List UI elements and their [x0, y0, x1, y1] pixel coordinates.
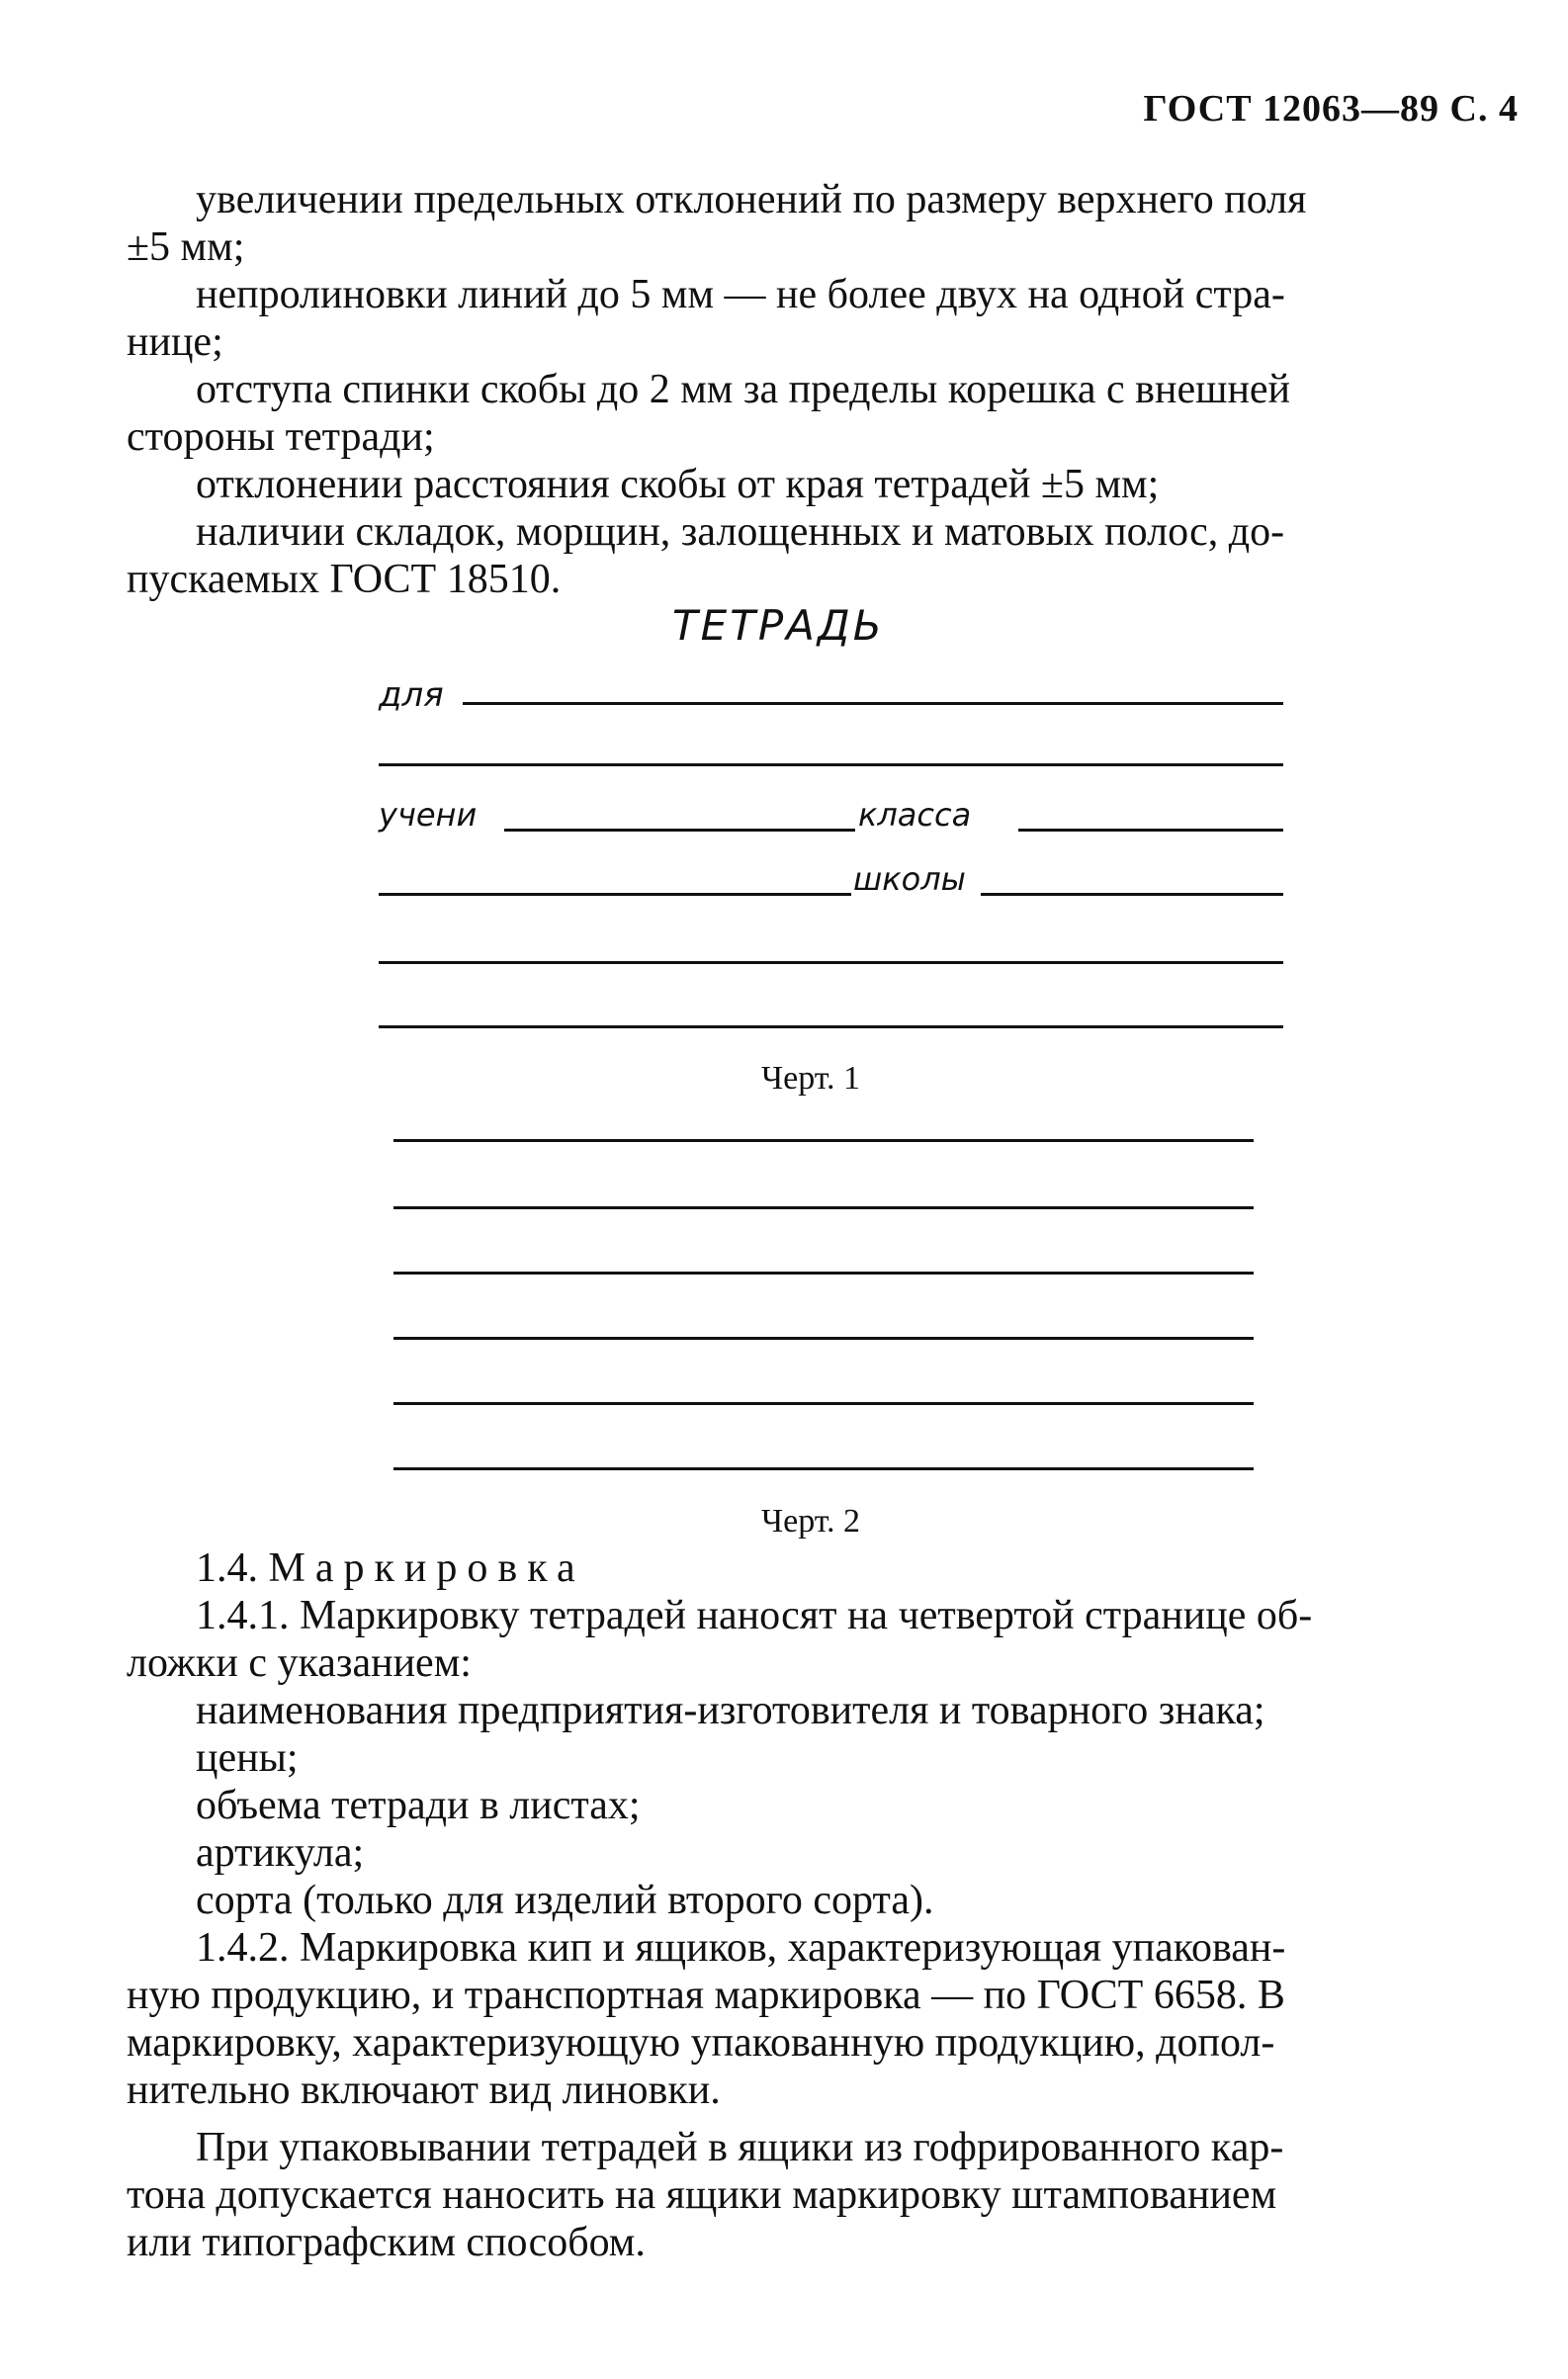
student-label: учени [379, 796, 478, 834]
section-marking [127, 1544, 1516, 2266]
text-line: цены; [196, 1735, 299, 1781]
ruling-line [393, 1467, 1254, 1470]
for-label: для [379, 675, 444, 715]
text-line: нительно включают вид линовки. [127, 2068, 721, 2113]
section-heading [127, 1544, 1516, 1592]
text-line: или типографским способом. [127, 2220, 646, 2265]
school-label: школы [853, 860, 966, 898]
text-line: стороны тетради; [127, 414, 435, 460]
text-line: непролиновки линий до 5 мм — не более двух на одной стра- [196, 272, 1285, 317]
student-line [504, 829, 855, 832]
top-text-block [127, 176, 1516, 603]
ruling-line [393, 1272, 1254, 1275]
ruling-line [393, 1206, 1254, 1209]
text-line: При упаковывании тетрадей в ящики из гофрированного кар- [196, 2125, 1284, 2170]
ruling-line [393, 1402, 1254, 1405]
blank-line [379, 961, 1283, 964]
text-line: артикула; [196, 1830, 365, 1876]
figure-caption: Черт. 2 [761, 1503, 861, 1540]
text-line: наименования предприятия-изготовителя и товарного знака; [196, 1688, 1265, 1733]
text-line: ложки с указанием: [127, 1640, 472, 1686]
for-line [463, 702, 1283, 705]
notebook-title: ТЕТРАДЬ [672, 601, 885, 650]
section-number: 1.4. [196, 1545, 258, 1591]
text-line: 1.4.2. Маркировка кип и ящиков, характеризующая упакован- [196, 1925, 1286, 1971]
text-line: сорта (только для изделий второго сорта). [196, 1878, 934, 1923]
page-header: ГОСТ 12063—89 С. 4 [1143, 88, 1519, 130]
text-line: пускаемых ГОСТ 18510. [127, 557, 562, 602]
text-line: объема тетради в листах; [196, 1783, 641, 1828]
class-label: класса [858, 796, 972, 834]
blank-line [379, 1025, 1283, 1028]
text-line: ±5 мм; [127, 224, 245, 270]
ruling-line [393, 1337, 1254, 1340]
text-line: отклонении расстояния скобы от края тетрадей ±5 мм; [196, 462, 1160, 507]
text-line: тона допускается наносить на ящики маркировку штампованием [127, 2172, 1277, 2218]
text-line: наличии складок, морщин, залощенных и матовых полос, до- [196, 509, 1285, 555]
text-line: нице; [127, 319, 223, 365]
text-line: 1.4.1. Маркировку тетрадей наносят на четвертой странице об- [196, 1593, 1313, 1638]
blank-line [379, 763, 1283, 766]
text-line: увеличении предельных отклонений по размеру верхнего поля [196, 177, 1307, 222]
text-line: маркировку, характеризующую упакованную продукцию, допол- [127, 2020, 1275, 2066]
figure-caption: Черт. 1 [761, 1060, 861, 1097]
class-line [1018, 829, 1283, 832]
ruling-line [393, 1139, 1254, 1142]
school-line-left [379, 893, 851, 896]
text-line: отступа спинки скобы до 2 мм за пределы корешка с внешней [196, 367, 1291, 412]
section-title: Маркировка [268, 1545, 585, 1591]
school-line-right [981, 893, 1283, 896]
text-line: ную продукцию, и транспортная маркировка — по ГОСТ 6658. В [127, 1973, 1285, 2018]
